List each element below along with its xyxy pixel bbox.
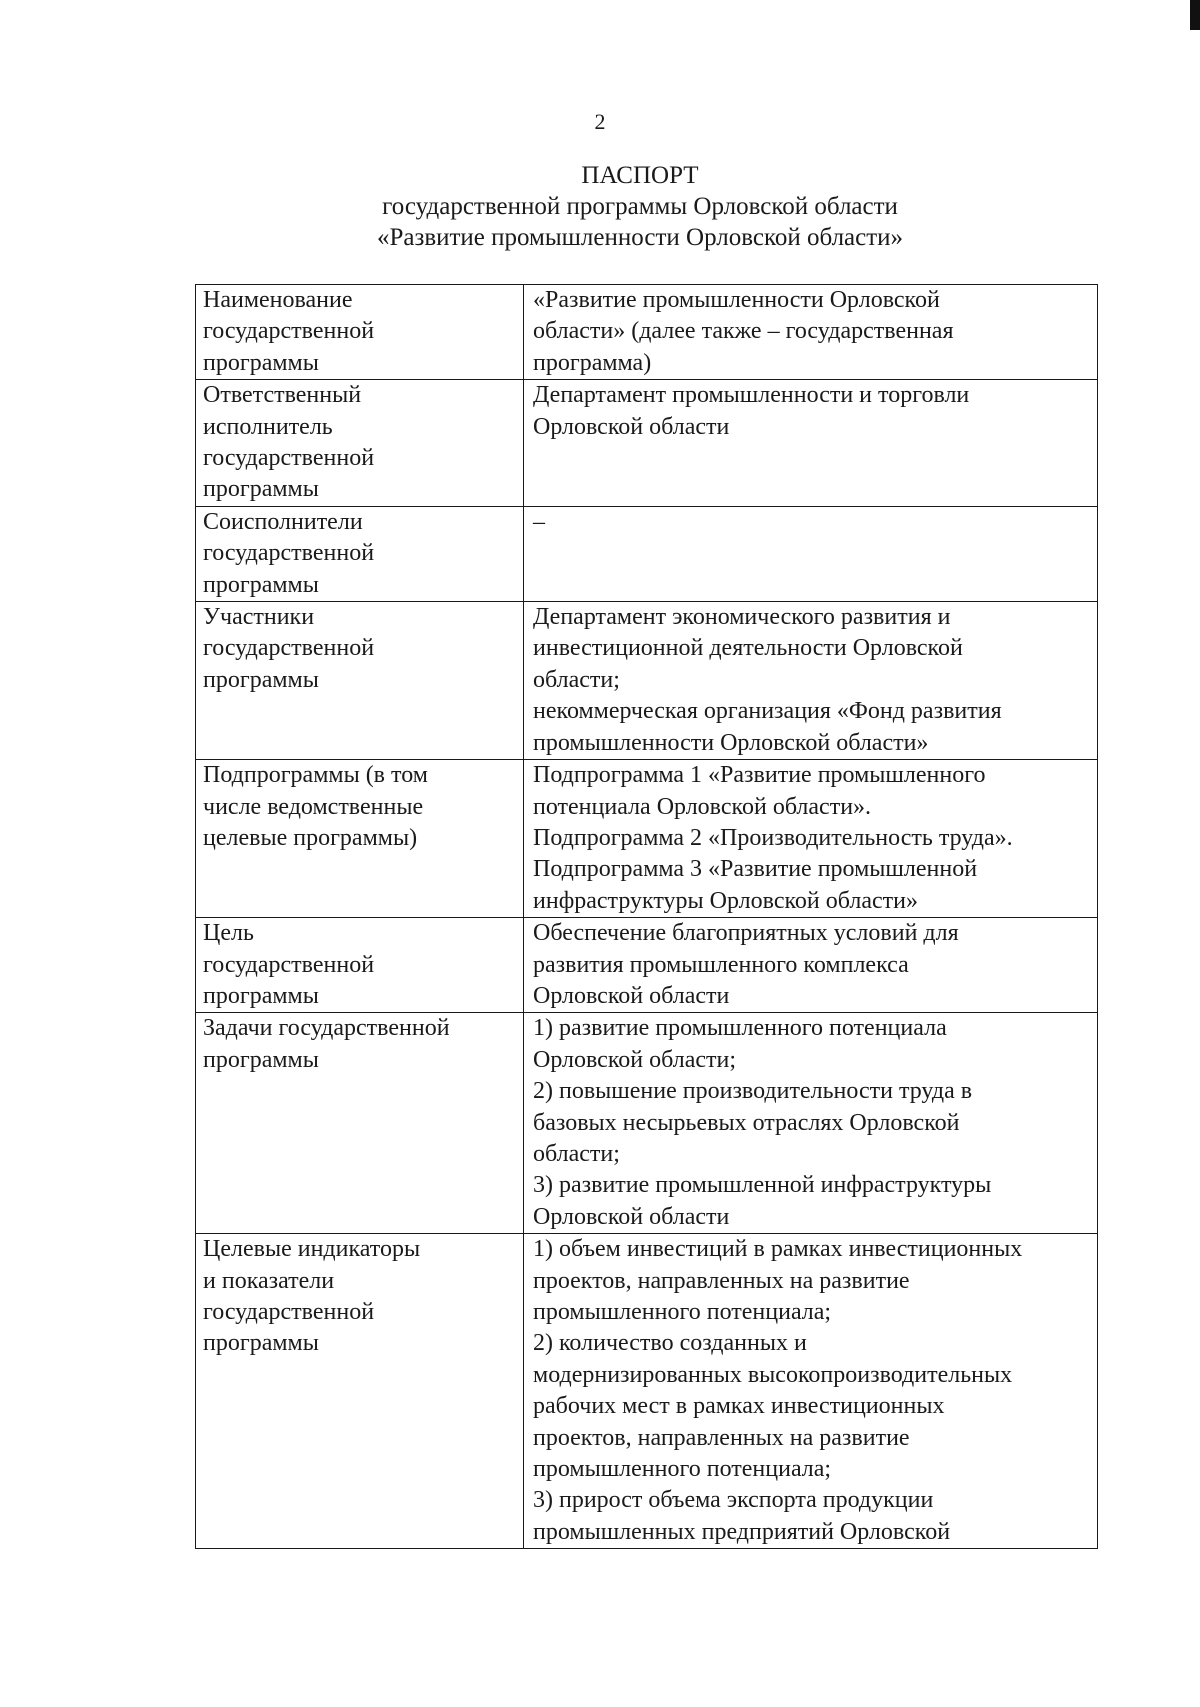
passport-row [196,506,1098,601]
passport-row [196,380,1098,507]
row-value-cell [524,760,1098,918]
passport-row [196,918,1098,1013]
row-value-line: некоммерческая организация «Фонд развития [533,698,1002,725]
row-label-cell [196,760,524,918]
passport-row [196,1234,1098,1549]
row-label-line: Задачи государственной [203,1015,450,1042]
row-value-line: промышленного потенциала; [533,1456,832,1483]
row-label-line: государственной [203,540,375,567]
row-value-line: модернизированных высокопроизводительных [533,1361,1013,1388]
row-value-cell [524,380,1098,507]
row-label-cell [196,506,524,601]
row-label-cell [196,380,524,507]
row-label-line: программы [203,982,319,1009]
row-value-cell [524,506,1098,601]
row-value-line: «Развитие промышленности Орловской [533,287,940,313]
row-label-line: программы [203,571,319,598]
row-value-line: Департамент экономического развития и [533,604,951,631]
row-label-line: программы [203,666,319,693]
row-value-cell [524,602,1098,760]
row-label-line: и показатели [203,1267,335,1294]
scan-edge-mark [1190,0,1200,30]
row-label-line: государственной [203,318,375,345]
row-label-line: государственной [203,951,375,978]
row-label-line: программы [203,476,319,503]
row-value-line: области; [533,1140,620,1167]
passport-table-body [196,285,1098,1549]
row-value-line: 3) прирост объема экспорта продукции [533,1487,934,1514]
row-label-line: Подпрограммы (в том [203,762,428,789]
row-label-line: Соисполнители [203,508,363,535]
row-value-cell [524,285,1098,380]
row-label-cell [196,1013,524,1234]
row-value-cell [524,1234,1098,1549]
row-label-line: Целевые индикаторы [203,1236,421,1263]
row-value-line: промышленных предприятий Орловской [533,1518,951,1545]
passport-row [196,602,1098,760]
row-label-line: целевые программы) [203,824,418,851]
document-title [200,160,1080,253]
row-value-line: области» (далее также – государственная [533,318,954,345]
row-value-line: 1) объем инвестиций в рамках инвестиционных [533,1236,1023,1263]
passport-row [196,285,1098,380]
row-value-line: проектов, направленных на развитие [533,1267,910,1294]
row-value-line: промышленного потенциала; [533,1299,832,1325]
row-value-line: 2) количество созданных и [533,1330,807,1357]
row-label-line: программы [203,349,319,376]
row-value-line: инвестиционной деятельности Орловской [533,635,963,662]
row-value-line: – [533,508,545,535]
row-value-cell [524,918,1098,1013]
row-value-line: Подпрограмма 1 «Развитие промышленного [533,762,986,789]
page-number: 2 [594,109,606,134]
row-value-line: рабочих мест в рамках инвестиционных [533,1393,945,1420]
row-value-line: Подпрограмма 2 «Производительность труда». [533,824,1013,851]
row-label-line: программы [203,1046,319,1073]
row-value-line: потенциала Орловской области». [533,793,872,820]
row-label-cell [196,1234,524,1549]
title-line-3: «Развитие промышленности Орловской области» [376,224,904,251]
row-label-line: Участники [203,604,315,631]
row-label-line: государственной [203,1299,375,1325]
passport-row [196,760,1098,918]
row-value-line: инфраструктуры Орловской области» [533,887,918,914]
row-value-line: Орловской области; [533,1046,737,1073]
title-line-1: ПАСПОРТ [581,162,699,189]
row-value-line: Орловской области [533,982,730,1009]
row-value-line: Подпрограмма 3 «Развитие промышленной [533,856,978,883]
row-label-cell [196,602,524,760]
row-value-line: промышленности Орловской области» [533,729,929,756]
row-label-line: Наименование [203,287,353,313]
title-line-2: государственной программы Орловской области [382,193,898,220]
row-value-line: программа) [533,349,652,376]
row-value-line: Обеспечение благоприятных условий для [533,920,959,947]
row-value-line: развития промышленного комплекса [533,951,909,978]
row-value-line: базовых несырьевых отраслях Орловской [533,1109,960,1136]
row-value-line: Орловской области [533,413,730,440]
passport-row [196,1013,1098,1234]
row-value-cell [524,1013,1098,1234]
row-label-line: государственной [203,635,375,662]
row-label-line: исполнитель [203,413,333,440]
row-value-line: области; [533,666,620,693]
row-value-line: 1) развитие промышленного потенциала [533,1015,947,1042]
row-value-line: 3) развитие промышленной инфраструктуры [533,1172,992,1199]
row-label-line: государственной [203,445,375,472]
row-value-line: Департамент промышленности и торговли [533,382,970,409]
row-label-line: числе ведомственные [203,793,424,820]
row-value-line: 2) повышение производительности труда в [533,1078,973,1105]
row-value-line: Орловской области [533,1203,730,1230]
row-value-line: проектов, направленных на развитие [533,1424,910,1451]
row-label-line: Ответственный [203,382,362,409]
row-label-line: Цель [203,920,254,947]
passport-table [195,284,1098,1549]
row-label-cell [196,918,524,1013]
row-label-cell [196,285,524,380]
row-label-line: программы [203,1330,319,1357]
